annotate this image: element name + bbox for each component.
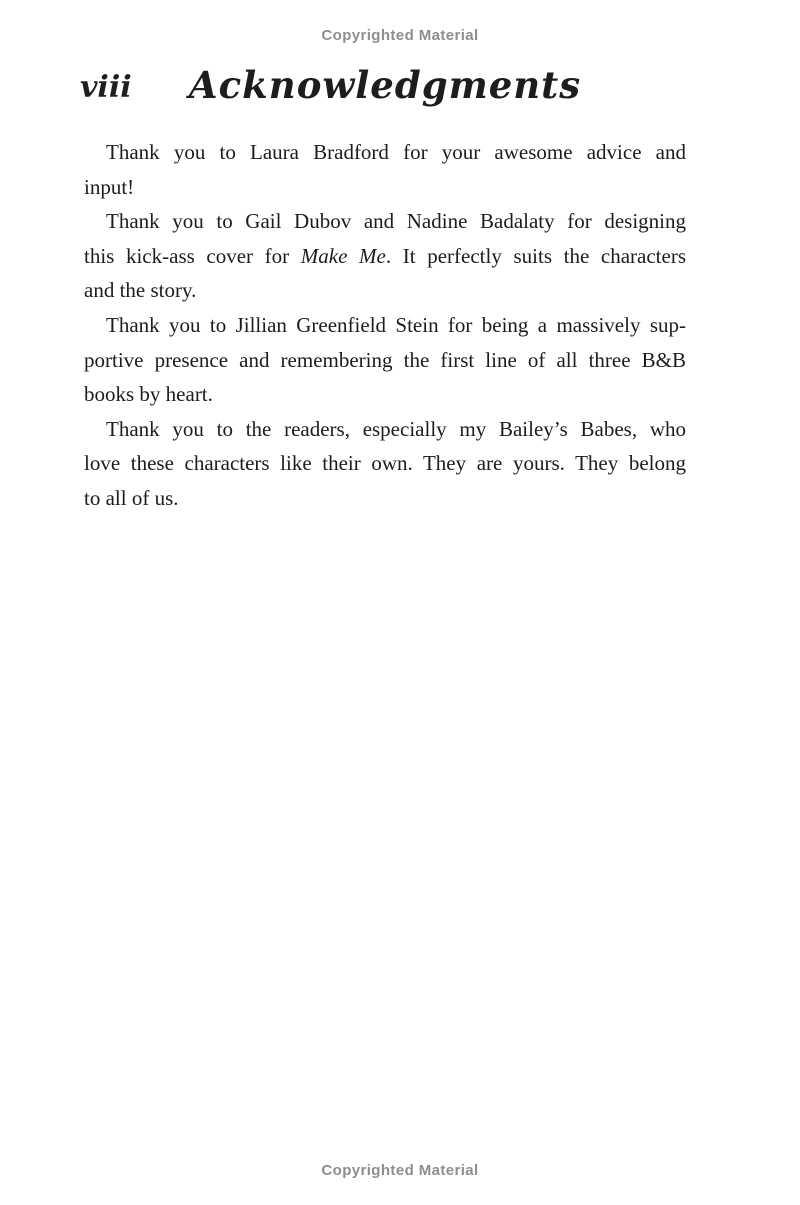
text-line: books by heart. [84,382,213,407]
text-line [84,239,686,274]
text-line: Thank you to Jillian Greenfield Stein for being a massively sup- [106,312,686,337]
page-number: viii [80,70,132,105]
text-line: input! [84,174,135,199]
text-line: and the story. [84,278,197,303]
acknowledgments-body [84,135,686,516]
text-line: Thank you to the readers, especially my Bailey’s Babes, who [106,416,686,441]
text-line: love these characters like their own. They are yours. They belong [84,451,686,476]
text-line: Thank you to Laura Bradford for your awesome advice and [106,140,686,164]
text-line: portive presence and remembering the first line of all three B&B [84,347,686,372]
text-line: to all of us. [84,485,179,510]
page-title: Acknowledgments [188,63,582,107]
paragraph [84,308,686,412]
copyright-notice-bottom: Copyrighted Material [321,1162,479,1179]
book-title-italic: Make Me [300,243,386,268]
copyright-notice-top: Copyrighted Material [321,27,479,44]
text-segment: this kick-ass cover for [84,243,301,268]
text-line: Thank you to Gail Dubov and Nadine Badalaty for designing [106,209,686,234]
paragraph [84,412,686,516]
paragraph [84,204,686,308]
paragraph [84,135,686,204]
text-segment: . It perfectly suits the characters [385,243,687,268]
